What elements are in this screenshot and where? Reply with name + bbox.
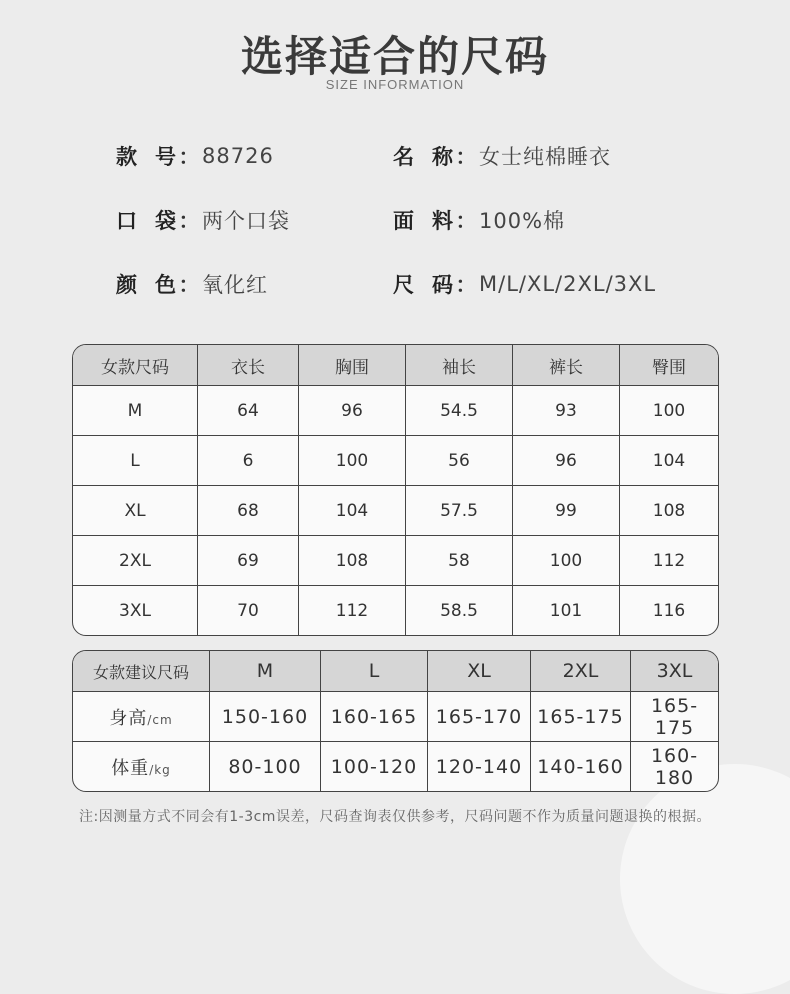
table-cell: 56 [406, 436, 513, 486]
info-pockets: 口 袋 ： 两个口袋 [116, 205, 290, 235]
column-header: L [321, 651, 428, 692]
row-label: 体重/kg [73, 742, 210, 791]
column-header: 袖长 [406, 345, 513, 386]
table-cell: 58 [406, 536, 513, 586]
column-header: 衣长 [198, 345, 299, 386]
column-header: 裤长 [513, 345, 620, 386]
info-value: M/L/XL/2XL/3XL [479, 272, 657, 296]
table-cell: 116 [652, 600, 686, 621]
unit-label: /cm [147, 712, 173, 727]
info-sizes: 尺 码 ： M/L/XL/2XL/3XL [393, 272, 657, 297]
page-subtitle: SIZE INFORMATION [325, 77, 465, 92]
column-header: M [210, 651, 321, 692]
info-fabric: 面 料 ： 100%棉 [393, 205, 565, 235]
table-cell: M [73, 386, 198, 436]
corner-decoration [620, 764, 790, 994]
row-label: 身高/cm [73, 692, 210, 742]
column-header: 臀围 [620, 345, 718, 386]
table-cell: 165-175 [631, 692, 718, 742]
table-cell: 70 [198, 586, 299, 635]
table-row [73, 486, 718, 536]
table-cell: 108 [299, 536, 406, 586]
table-cell: 100 [299, 436, 406, 486]
table-cell: 100 [513, 536, 620, 586]
table-row [73, 436, 718, 486]
table-cell: 112 [299, 586, 406, 635]
table-cell: 6 [198, 436, 299, 486]
info-color: 颜 色 ： 氧化红 [116, 269, 268, 299]
table-cell: 160-180 [650, 744, 699, 789]
table-cell: L [73, 436, 198, 486]
table-cell: 160-165 [321, 692, 428, 742]
table-cell: 3XL [73, 586, 198, 635]
column-header: 2XL [531, 651, 631, 692]
measurement-note: 注:因测量方式不同会有1-3cm误差，尺码查询表仅供参考，尺码问题不作为质量问题退换的根据。 [79, 809, 711, 825]
table-cell: 57.5 [406, 486, 513, 536]
table-cell: 58.5 [406, 586, 513, 635]
table-cell: 140-160 [531, 742, 631, 791]
column-header: XL [428, 651, 531, 692]
table-cell: 93 [513, 386, 620, 436]
table-row [73, 586, 718, 635]
table-cell: 120-140 [428, 742, 531, 791]
table-cell: 100-120 [321, 742, 428, 791]
table-cell: 165-175 [531, 692, 631, 742]
column-header: 女款尺码 [73, 345, 198, 386]
size-table [72, 344, 719, 636]
table-cell: 54.5 [406, 386, 513, 436]
table-cell: 64 [198, 386, 299, 436]
table-cell: 100 [620, 386, 718, 436]
table-header-row [73, 651, 718, 692]
info-name: 名 称 ： 女士纯棉睡衣 [393, 141, 611, 171]
table-cell: 80-100 [210, 742, 321, 791]
table-row [73, 386, 718, 436]
page-title: 选择适合的尺码 [240, 32, 549, 81]
info-value: 88726 [202, 144, 274, 168]
table-cell: 150-160 [210, 692, 321, 742]
table-cell: 112 [620, 536, 718, 586]
recommend-size-table [72, 650, 719, 792]
table-cell: 96 [513, 436, 620, 486]
table-cell: 108 [620, 486, 718, 536]
table-cell: 96 [299, 386, 406, 436]
info-style-number: 款 号 ： 88726 [116, 144, 274, 169]
table-cell: 69 [198, 536, 299, 586]
table-cell: 104 [620, 436, 718, 486]
column-header: 胸围 [299, 345, 406, 386]
table-cell: 165-170 [428, 692, 531, 742]
table-cell: 99 [513, 486, 620, 536]
table-header-row [73, 345, 718, 386]
info-value: 氧化红 [202, 273, 268, 297]
table-cell: 101 [513, 586, 620, 635]
info-value: 100%棉 [479, 209, 566, 233]
column-header: 女款建议尺码 [73, 651, 210, 692]
table-cell: 2XL [73, 536, 198, 586]
table-cell: 68 [198, 486, 299, 536]
table-row [73, 536, 718, 586]
table-row-weight [73, 742, 718, 791]
table-cell: XL [73, 486, 198, 536]
table-row-height [73, 692, 718, 742]
table-cell: 104 [299, 486, 406, 536]
info-value: 两个口袋 [202, 209, 290, 233]
info-value: 女士纯棉睡衣 [479, 145, 611, 169]
unit-label: /kg [149, 762, 171, 777]
column-header: 3XL [631, 651, 718, 692]
